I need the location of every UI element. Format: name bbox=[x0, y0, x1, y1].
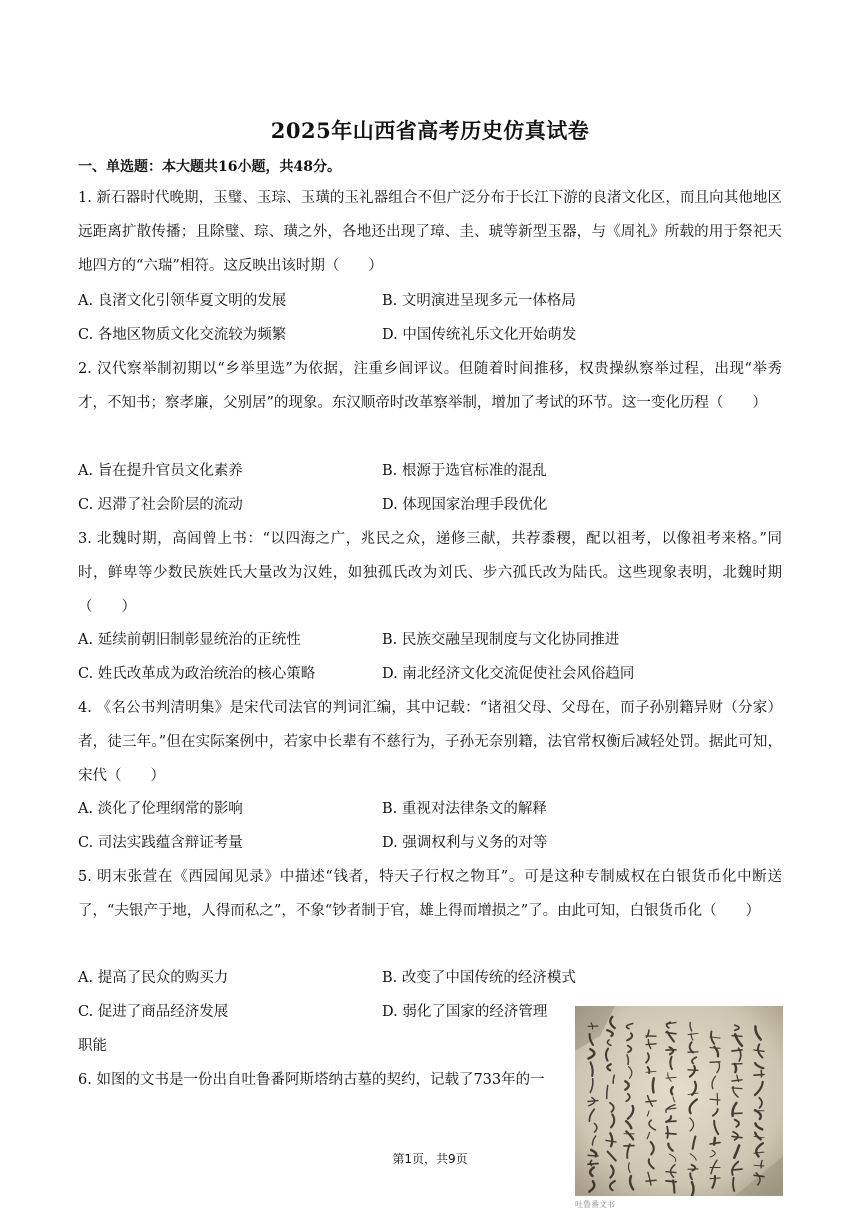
calligraphy-stroke bbox=[710, 1048, 720, 1049]
question-4-option-b[interactable]: B. 重视对法律条文的解释 bbox=[382, 801, 547, 817]
calligraphy-stroke bbox=[588, 1101, 598, 1102]
question-3-option-c[interactable]: C. 姓氏改革成为政治统治的核心策略 bbox=[78, 666, 316, 682]
calligraphy-stroke bbox=[732, 1088, 742, 1089]
calligraphy-stroke bbox=[732, 1169, 742, 1170]
calligraphy-stroke bbox=[732, 1050, 742, 1051]
question-1-option-b[interactable]: B. 文明演进呈现多元一体格局 bbox=[382, 293, 576, 309]
question-2-options-row-1 bbox=[78, 454, 782, 488]
calligraphy-stroke bbox=[710, 1062, 720, 1063]
question-1-option-a[interactable]: A. 良渚文化引领华夏文明的发展 bbox=[78, 293, 287, 309]
question-5-option-d[interactable]: D. 弱化了国家的经济管理 bbox=[382, 1004, 548, 1020]
question-2-stem: 2. 汉代察举制初期以“乡举里选”为依据，注重乡闾评议。但随着时间推移，权贵操纵察举过程，出现“举秀才，不知书；察孝廉，父别居”的现象。东汉顺帝时改革察举制，增加了考试的环节。这一变化历程（ ） bbox=[78, 361, 782, 411]
calligraphy-stroke bbox=[646, 1180, 656, 1181]
question-4-option-c[interactable]: C. 司法实践蕴含辩证考量 bbox=[78, 835, 243, 851]
calligraphy-stroke bbox=[646, 1044, 656, 1045]
calligraphy-stroke bbox=[666, 1181, 676, 1182]
question-3-stem: 3. 北魏时期，高闾曾上书：“以四海之广，兆民之众，递修三献，共荐黍稷，配以祖考，以像祖考来格。”同时，鲜卑等少数民族姓氏大量改为汉姓，如独孤氏改为刘氏、步六孤氏改为陆氏。这些现象表明，北魏时期（ ） bbox=[78, 531, 782, 615]
question-4-options-row-1 bbox=[78, 792, 782, 826]
question-1-option-d[interactable]: D. 中国传统礼乐文化开始萌发 bbox=[382, 327, 577, 343]
question-2-option-a[interactable]: A. 旨在提升官员文化素养 bbox=[78, 463, 243, 479]
calligraphy-stroke bbox=[653, 1078, 654, 1092]
question-5-stem: 5. 明末张萱在《西园闻见录》中描述“钱者，特天子行权之物耳”。可是这种专制威权在白银货币化中断送了，“夫银产于地，人得而私之”，不象“钞者制于官，雄上得而增损之”了。由此可知，白银货币化（ ） bbox=[78, 869, 782, 919]
question-3-options-row-1 bbox=[78, 623, 782, 657]
question-6-stem: 6. 如图的文书是一份出自吐鲁番阿斯塔纳古墓的契约，记载了733年的一 bbox=[78, 1072, 545, 1088]
calligraphy-stroke bbox=[710, 1178, 720, 1179]
section-heading: 一、单选题：本大题共16小题，共48分。 bbox=[78, 159, 341, 175]
calligraphy-stroke bbox=[666, 1172, 676, 1173]
question-3-option-b[interactable]: B. 民族交融呈现制度与文化协同推进 bbox=[382, 632, 620, 648]
question-1-options-row-2 bbox=[78, 318, 782, 352]
question-2-option-b[interactable]: B. 根源于选官标准的混乱 bbox=[382, 463, 547, 479]
question-4-option-d[interactable]: D. 强调权利与义务的对等 bbox=[382, 835, 548, 851]
calligraphy-stroke bbox=[754, 1075, 764, 1076]
question-4-options-row-2 bbox=[78, 826, 782, 860]
manuscript-image bbox=[575, 1006, 783, 1196]
question-4-option-a[interactable]: A. 淡化了伦理纲常的影响 bbox=[78, 801, 243, 817]
question-3-option-d[interactable]: D. 南北经济文化交流促使社会风俗趋同 bbox=[382, 666, 635, 682]
question-3-option-a[interactable]: A. 延续前朝旧制彰显统治的正统性 bbox=[78, 632, 301, 648]
page-title: 2025年山西省高考历史仿真试卷 bbox=[270, 118, 590, 143]
manuscript-drawing bbox=[575, 1006, 783, 1196]
calligraphy-stroke bbox=[666, 1077, 676, 1078]
calligraphy-stroke bbox=[688, 1070, 698, 1071]
calligraphy-stroke bbox=[732, 1036, 742, 1037]
question-3-options-row-2 bbox=[78, 657, 782, 691]
question-5-option-b[interactable]: B. 改变了中国传统的经济模式 bbox=[382, 970, 576, 986]
calligraphy-stroke bbox=[666, 1133, 676, 1134]
manuscript-caption: 吐鲁番文书 bbox=[575, 1200, 615, 1209]
question-2-option-d[interactable]: D. 体现国家治理手段优化 bbox=[382, 497, 548, 513]
question-2-option-c[interactable]: C. 迟滞了社会阶层的流动 bbox=[78, 497, 243, 513]
calligraphy-stroke bbox=[666, 1121, 676, 1122]
page-footer: 第1页，共9页 bbox=[392, 1152, 468, 1166]
question-1-stem: 1. 新石器时代晚期，玉璧、玉琮、玉璜的玉礼器组合不但广泛分布于长江下游的良渚文化区，而且向其他地区远距离扩散传播；且除璧、琮、璜之外，各地还出现了璋、圭、琥等新型玉器，与《周礼》所载的用于祭祀天地四方的“六瑞”相符。这反映出该时期（ ） bbox=[78, 190, 782, 274]
question-5-option-d-continuation: 职能 bbox=[78, 1038, 107, 1054]
question-4-stem: 4. 《名公书判清明集》是宋代司法官的判词汇编，其中记载：“诸祖父母、父母在，而子孙别籍异财（分家）者，徒三年。”但在实际案例中，若家中长辈有不慈行为，子孙无奈别籍，法官常权衡后减轻处罚。据此可知，宋代（ ） bbox=[78, 700, 782, 784]
question-5-option-c[interactable]: C. 促进了商品经济发展 bbox=[78, 1004, 229, 1020]
calligraphy-stroke bbox=[667, 1127, 668, 1138]
question-5-option-a[interactable]: A. 提高了民众的购买力 bbox=[78, 970, 229, 986]
question-5-options-row-1 bbox=[78, 961, 782, 995]
question-1-option-c[interactable]: C. 各地区物质文化交流较为频繁 bbox=[78, 327, 287, 343]
question-2-options-row-2 bbox=[78, 488, 782, 522]
question-1-options-row-1 bbox=[78, 284, 782, 318]
